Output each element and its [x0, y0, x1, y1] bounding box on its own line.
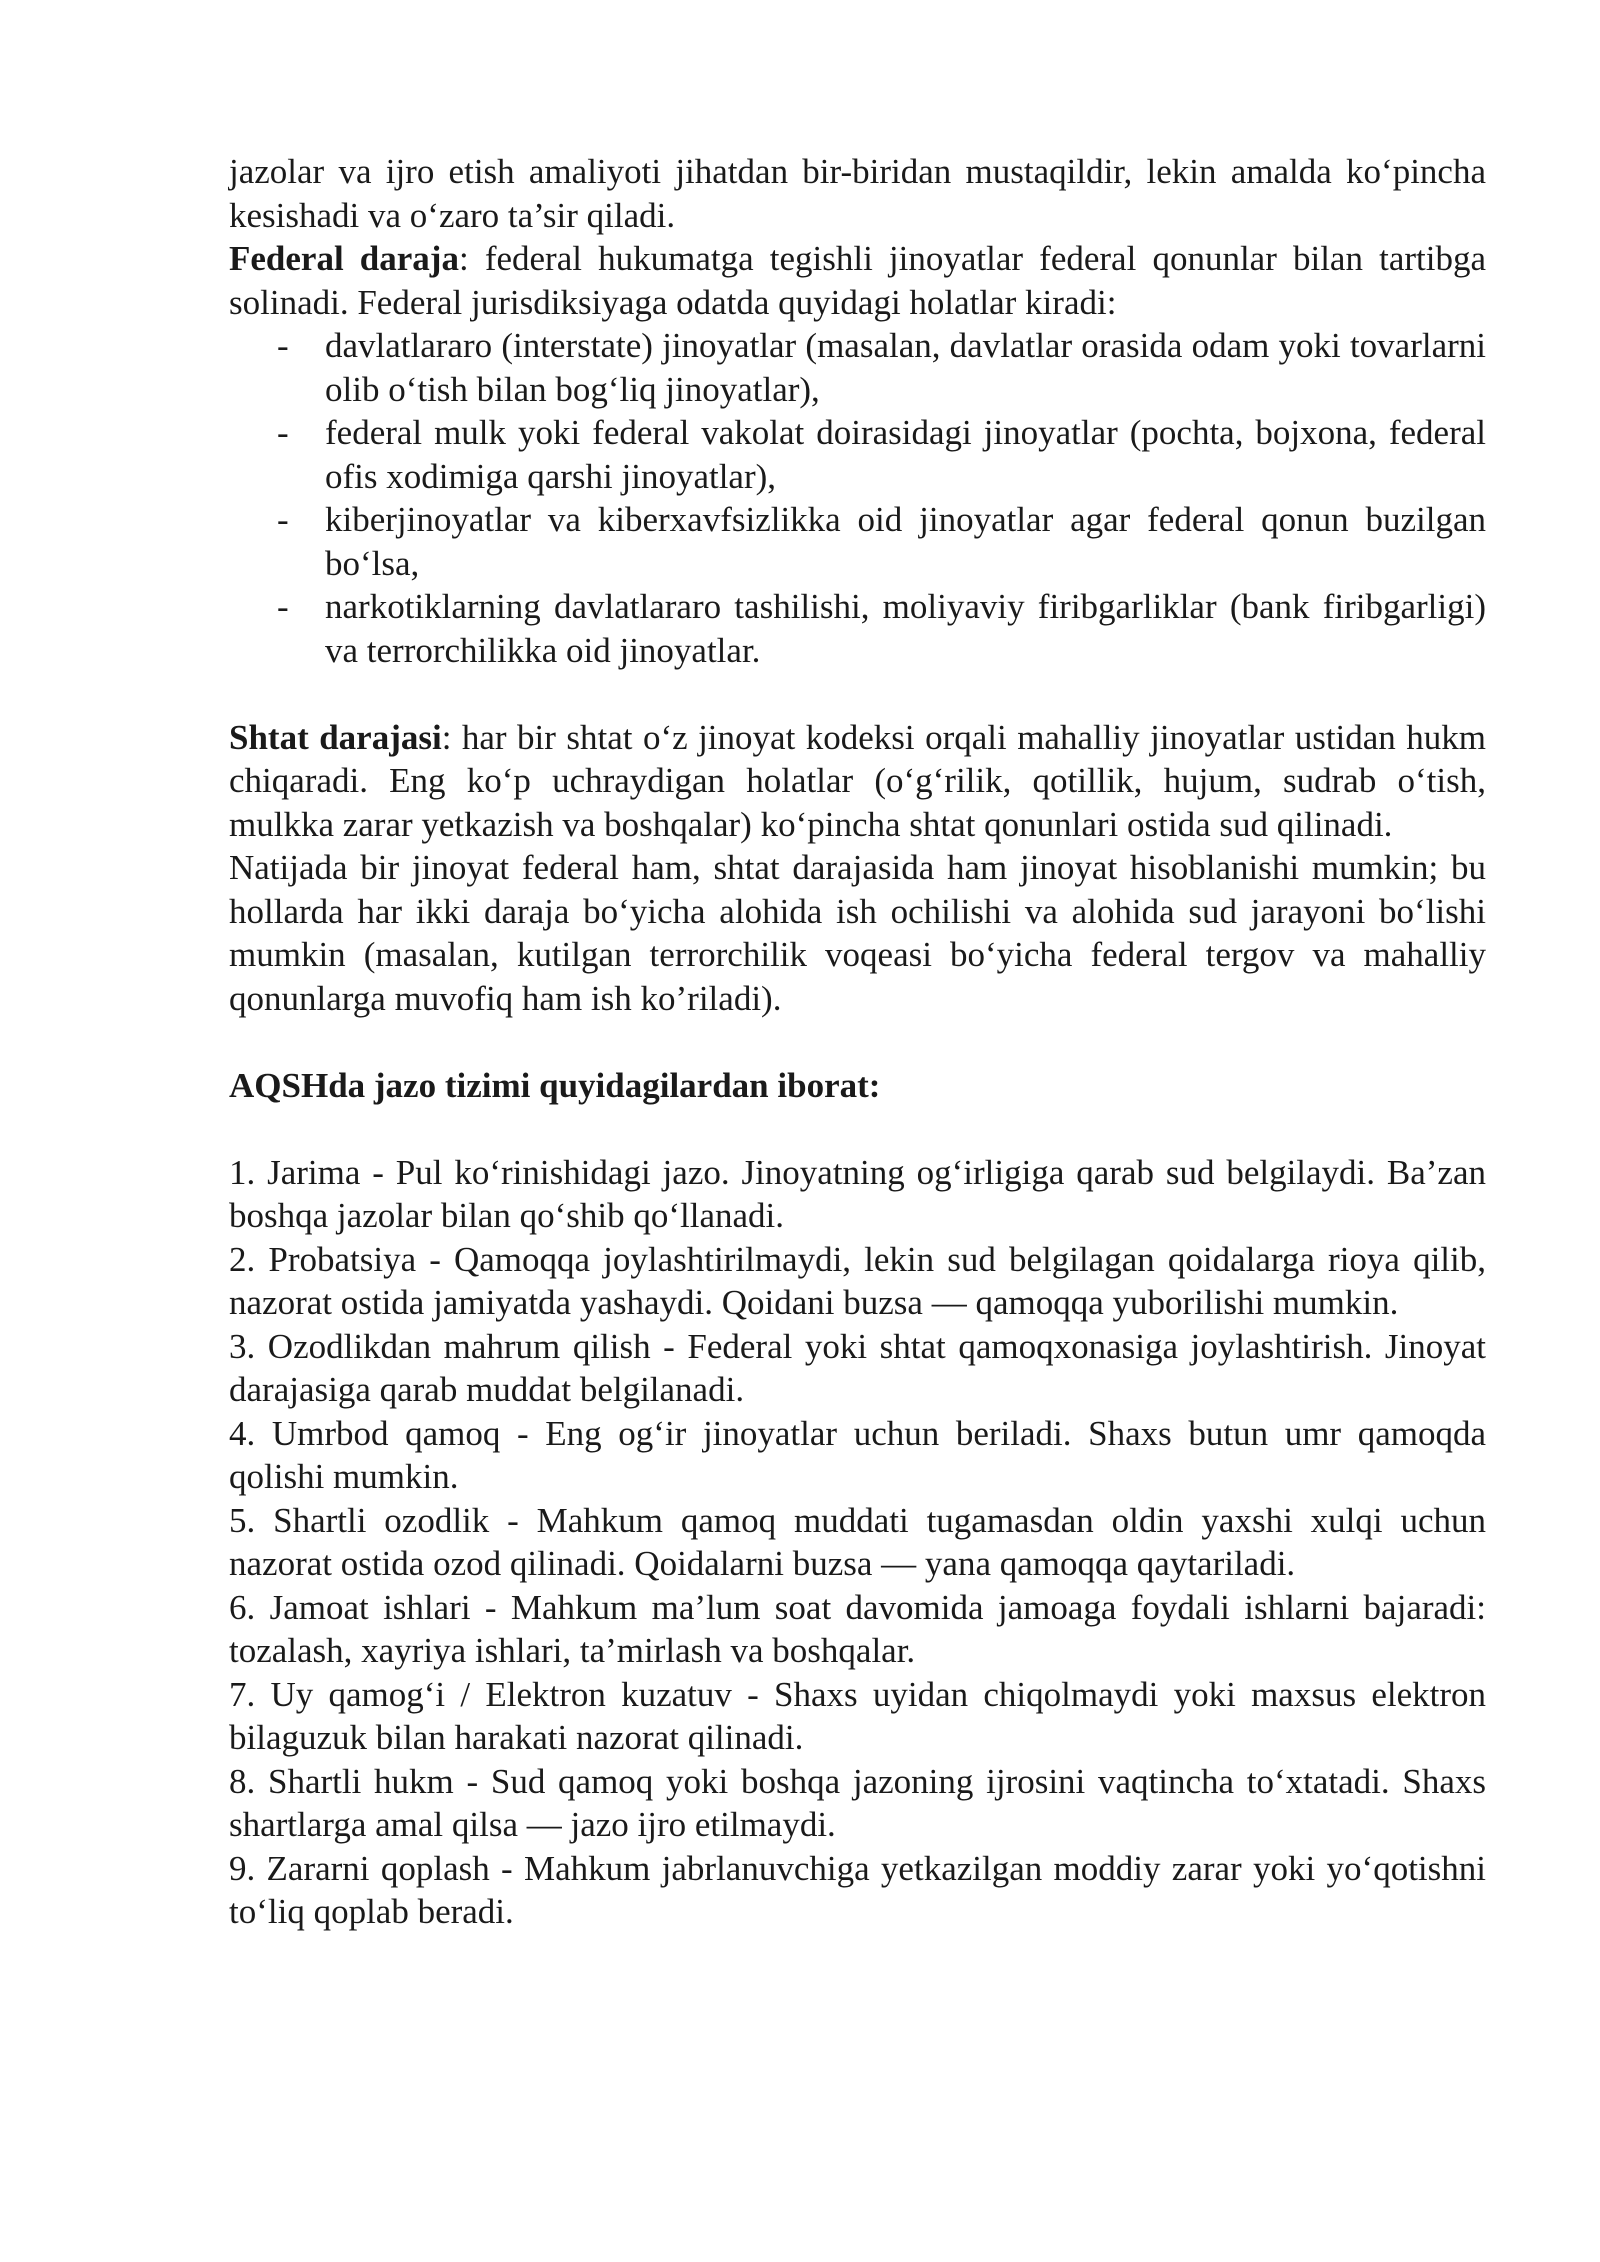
- result-paragraph: Natijada bir jinoyat federal ham, shtat darajasida ham jinoyat hisoblanishi mumkin; bu hollarda har ikki daraja bo‘yicha alohida ish ochilishi va alohida sud jarayoni bo‘lishi mumkin (masalan, kutilgan terrorchilik voqeasi bo‘yicha federal tergov va mahalliy qonunlarga muvofiq ham ish ko’riladi).: [229, 848, 1486, 1018]
- punishment-item: 4. Umrbod qamoq - Eng og‘ir jinoyatlar uchun beriladi. Shaxs butun umr qamoqda qolishi mumkin.: [229, 1413, 1486, 1496]
- list-item: - kiberjinoyatlar va kiberxavfsizlikka oid jinoyatlar agar federal qonun buzilgan bo‘lsa,: [277, 500, 1486, 583]
- list-item: - narkotiklarning davlatlararo tashilishi, moliyaviy firibgarliklar (bank firibgarligi) va terrorchilikka oid jinoyatlar.: [277, 587, 1486, 670]
- intro-paragraph: jazolar va ijro etish amaliyoti jihatdan bir-biridan mustaqildir, lekin amalda ko‘pincha kesishadi va o‘zaro ta’sir qiladi.: [229, 152, 1486, 235]
- state-text: : har bir shtat o‘z jinoyat kodeksi orqali mahalliy jinoyatlar ustidan hukm chiqaradi. Eng ko‘p uchraydigan holatlar (o‘g‘rilik, qotillik, hujum, sudrab o‘tish, mulkka zarar yetkazish va boshqalar) ko‘pincha shtat qonunlari ostida sud qilinadi.: [229, 717, 1486, 844]
- punishment-item: 5. Shartli ozodlik - Mahkum qamoq muddati tugamasdan oldin yaxshi xulqi uchun nazorat ostida ozod qilinadi. Qoidalarni buzsa — yana qamoqqa qaytariladi.: [229, 1500, 1486, 1583]
- page-content: [229, 150, 1486, 1934]
- punishment-item: 2. Probatsiya - Qamoqqa joylashtirilmaydi, lekin sud belgilagan qoidalarga rioya qilib, nazorat ostida jamiyatda yashaydi. Qoidani buzsa — qamoqqa yuborilishi mumkin.: [229, 1239, 1486, 1322]
- federal-heading: Federal daraja: [229, 239, 459, 278]
- spacer: [229, 1107, 1486, 1151]
- state-paragraph: [229, 716, 1486, 847]
- federal-text: : federal hukumatga tegishli jinoyatlar federal qonunlar bilan tartibga solinadi. Federal jurisdiksiyaga odatda quyidagi holatlar kiradi:: [229, 239, 1486, 322]
- spacer: [229, 1020, 1486, 1064]
- dash-bullet: -: [277, 587, 289, 626]
- federal-list: [229, 324, 1486, 672]
- punishment-item: 6. Jamoat ishlari - Mahkum ma’lum soat davomida jamoaga foydali ishlarni bajaradi: tozalash, xayriya ishlari, ta’mirlash va boshqalar.: [229, 1587, 1486, 1670]
- list-item: - federal mulk yoki federal vakolat doirasidagi jinoyatlar (pochta, bojxona, federal ofis xodimiga qarshi jinoyatlar),: [277, 413, 1486, 496]
- dash-bullet: -: [277, 413, 289, 452]
- spacer: [229, 672, 1486, 716]
- punishment-item: 1. Jarima - Pul ko‘rinishidagi jazo. Jinoyatning og‘irligiga qarab sud belgilaydi. Ba’zan boshqa jazolar bilan qo‘shib qo‘llanadi.: [229, 1152, 1486, 1235]
- punishments-heading: AQSHda jazo tizimi quyidagilardan iborat:: [229, 1065, 881, 1105]
- list-item: - davlatlararo (interstate) jinoyatlar (masalan, davlatlar orasida odam yoki tovarlarni olib o‘tish bilan bog‘liq jinoyatlar),: [277, 326, 1486, 409]
- dash-bullet: -: [277, 326, 289, 365]
- punishment-item: 7. Uy qamog‘i / Elektron kuzatuv - Shaxs uyidan chiqolmaydi yoki maxsus elektron bilaguzuk bilan harakati nazorat qilinadi.: [229, 1674, 1486, 1757]
- punishment-item: 9. Zararni qoplash - Mahkum jabrlanuvchiga yetkazilgan moddiy zarar yoki yo‘qotishni to‘liq qoplab beradi.: [229, 1848, 1486, 1931]
- federal-paragraph: [229, 237, 1486, 324]
- punishment-item: 8. Shartli hukm - Sud qamoq yoki boshqa jazoning ijrosini vaqtincha to‘xtatadi. Shaxs shartlarga amal qilsa — jazo ijro etilmaydi.: [229, 1761, 1486, 1844]
- punishment-item: 3. Ozodlikdan mahrum qilish - Federal yoki shtat qamoqxonasiga joylashtirish. Jinoyat darajasiga qarab muddat belgilanadi.: [229, 1326, 1486, 1409]
- dash-bullet: -: [277, 500, 289, 539]
- state-heading: Shtat darajasi: [229, 717, 442, 757]
